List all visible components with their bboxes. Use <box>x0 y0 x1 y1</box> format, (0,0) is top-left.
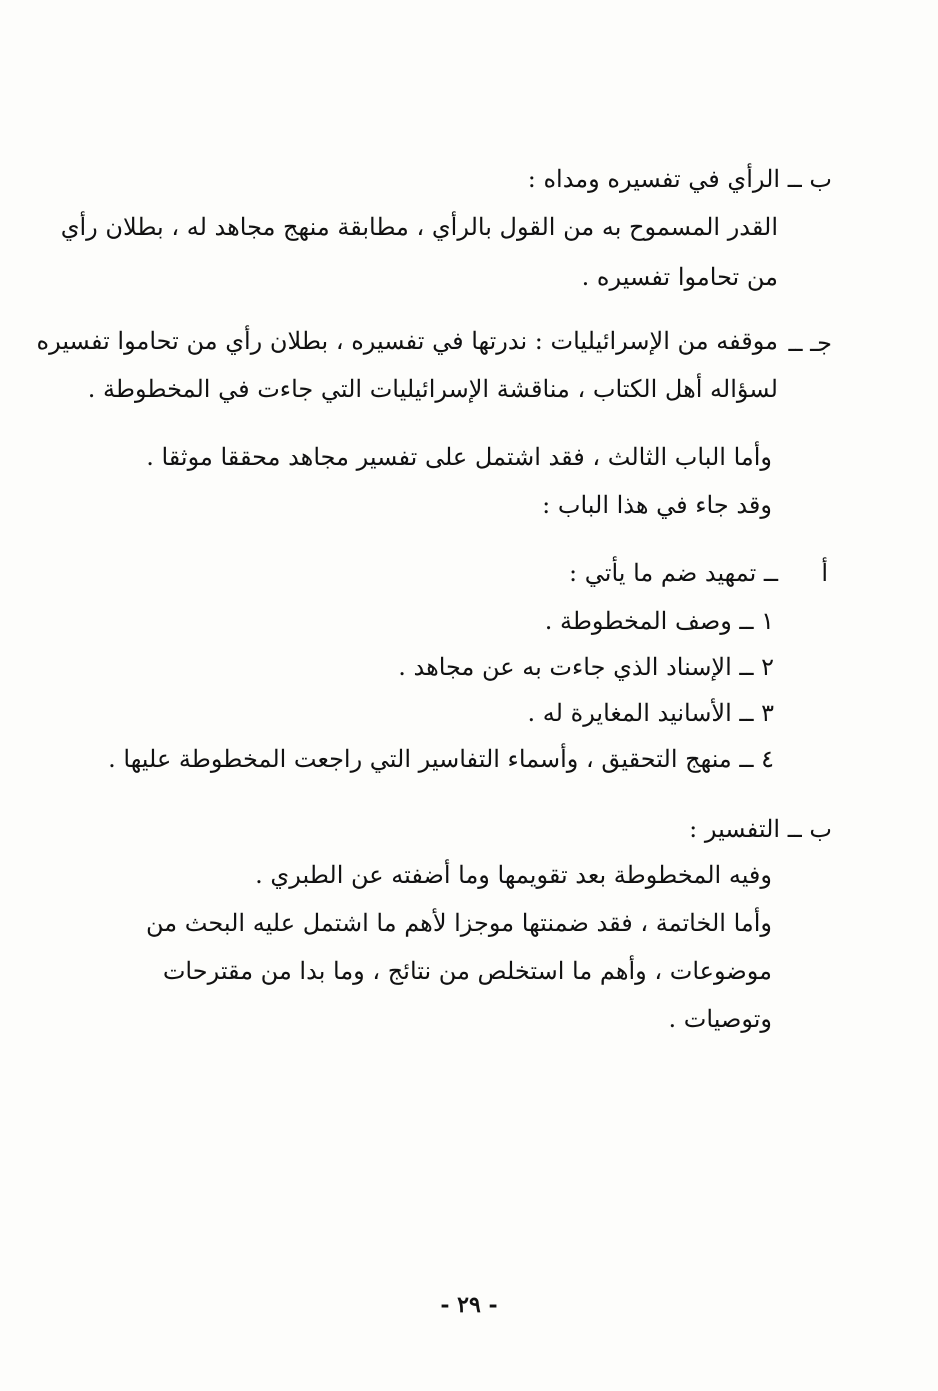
section-b-heading: ب ــ الرأي في تفسيره ومداه : <box>527 165 832 193</box>
page-number: - ٢٩ - <box>440 1292 498 1318</box>
section-a-item-4: ٤ ــ منهج التحقيق ، وأسماء التفاسير التي راجعت المخطوطة عليها . <box>108 745 774 773</box>
section-a-item-2: ٢ ــ الإسناد الذي جاءت به عن مجاهد . <box>398 653 774 681</box>
section-j-line-1: موقفه من الإسرائيليات : ندرتها في تفسيره ، بطلان رأي من تحاموا تفسيره <box>36 327 778 355</box>
section-b-line-1: القدر المسموح به من القول بالرأي ، مطابقة منهج مجاهد له ، بطلان رأي <box>60 213 778 241</box>
chapter-three-line-1: وأما الباب الثالث ، فقد اشتمل على تفسير مجاهد محققا موثقا . <box>146 443 772 471</box>
conclusion-line-1: وأما الخاتمة ، فقد ضمنتها موجزا لأهم ما اشتمل عليه البحث من <box>146 909 772 937</box>
chapter-three-line-2: وقد جاء في هذا الباب : <box>542 491 772 519</box>
conclusion-line-2: موضوعات ، وأهم ما استخلص من نتائج ، وما بدا من مقترحات <box>162 957 772 985</box>
section-j-marker: جـ ــ <box>788 329 832 357</box>
section-b-line-2: من تحاموا تفسيره . <box>581 263 778 291</box>
section-j-line-2: لسؤاله أهل الكتاب ، مناقشة الإسرائيليات التي جاءت في المخطوطة . <box>87 375 778 403</box>
conclusion-line-3: وتوصيات . <box>668 1005 772 1033</box>
section-a-item-3: ٣ ــ الأسانيد المغايرة له . <box>527 699 774 727</box>
section-a-marker: أ <box>821 559 828 587</box>
section-a-item-1: ١ ــ وصف المخطوطة . <box>544 607 774 635</box>
section-b2-heading: ب ــ التفسير : <box>689 815 832 843</box>
section-b2-line-1: وفيه المخطوطة بعد تقويمها وما أضفته عن الطبري . <box>255 861 772 889</box>
section-a-heading: ــ تمهيد ضم ما يأتي : <box>569 559 778 587</box>
